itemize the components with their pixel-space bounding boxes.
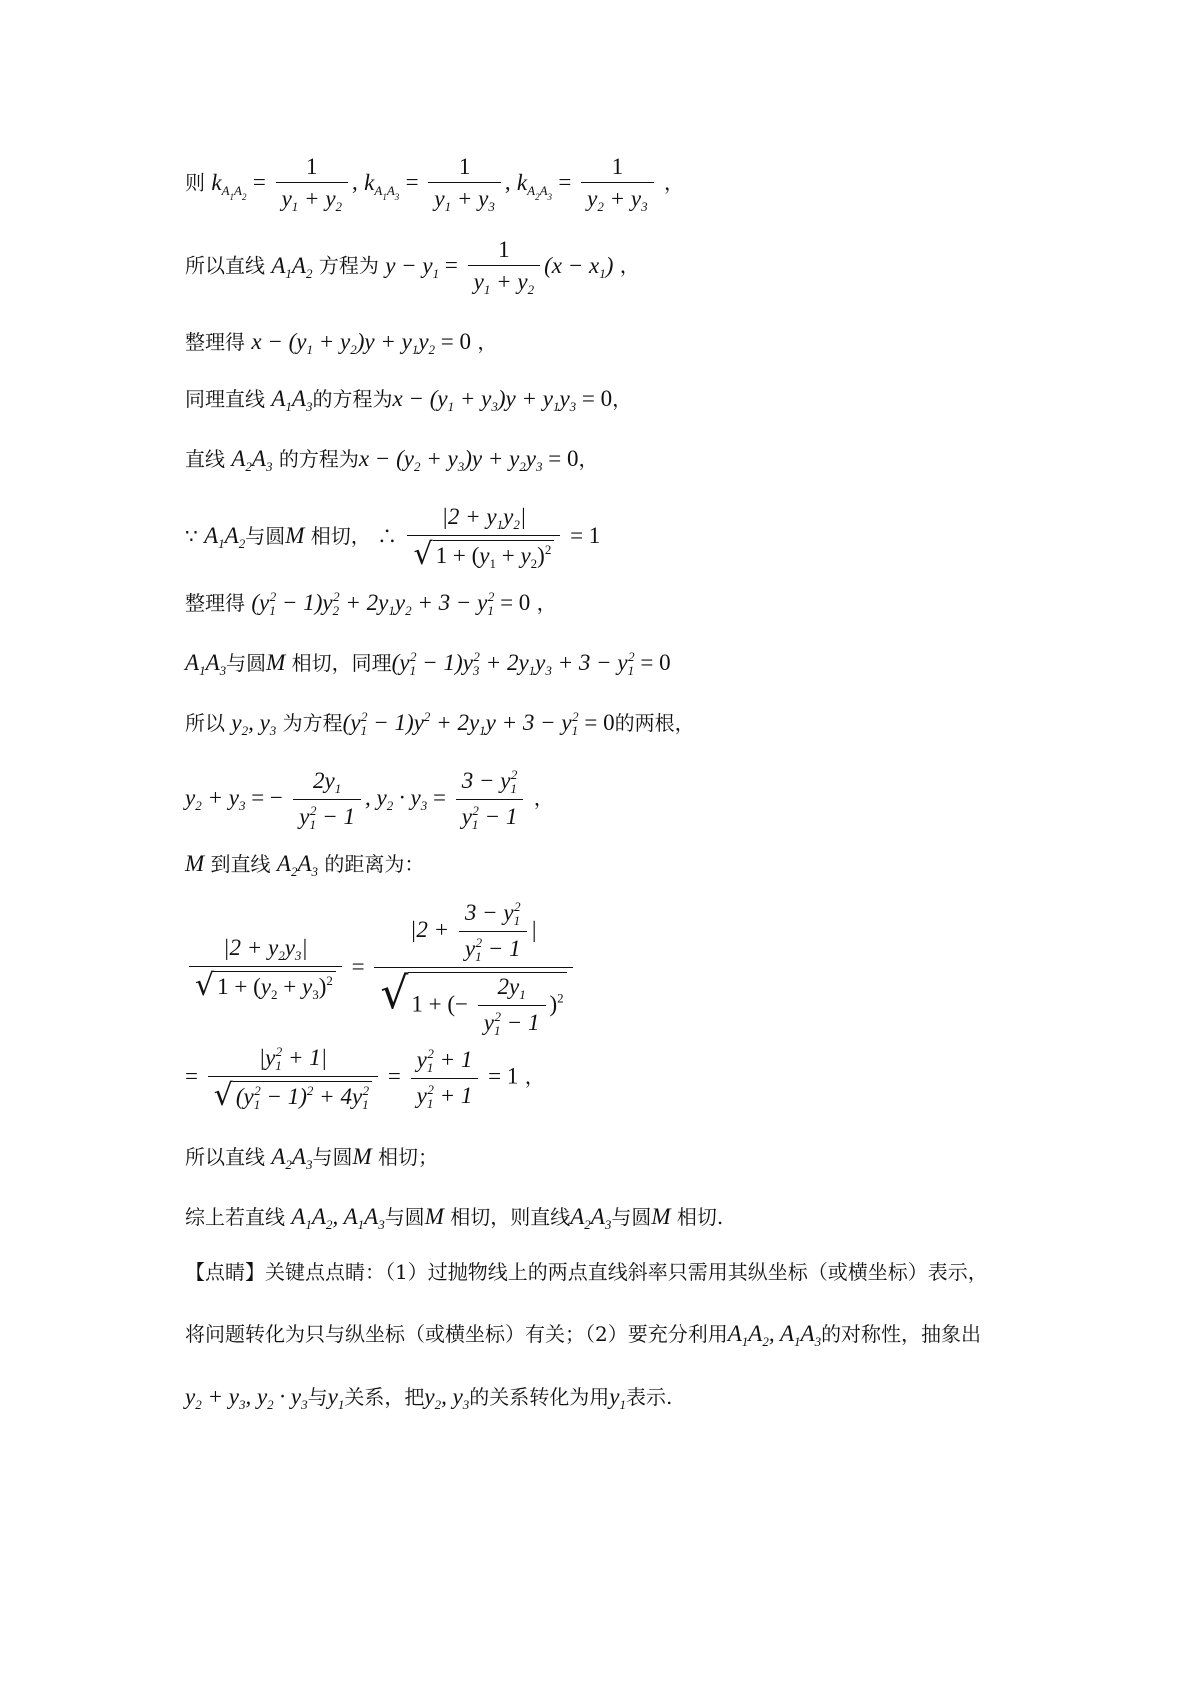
line-slopes: 则 $k_{A_1A_2}$ = $\frac{1}{y_1 + y_2}$ , $k_{A_1A_3}$ = $\frac{1}{y_1 + y_3}$ , $k_{A_2A_3}$ = $\frac{1}{y_2 + y_3}$ ， — [185, 154, 684, 214]
line-a1a2-equation: 所以直线 $A_1A_2$ 方程为 $y - y_1$ = $\frac{1}{y_1 + y_2}$ $(x - x_1)$ ， — [185, 237, 640, 297]
line-conclusion: 所以直线 $A_2A_3$与圆M 相切； — [185, 1144, 439, 1172]
line-summary: 综上若直线 $A_1A_2$, $A_1A_3$与圆M 相切，则直线$A_2A_3$与圆M 相切. — [185, 1204, 724, 1232]
therefore-symbol: ∴ — [377, 524, 398, 548]
text-prefix: 所以 — [185, 711, 225, 735]
text-mid: 为方程 — [282, 711, 343, 735]
note-text-3c: 的关系转化为用 — [469, 1385, 610, 1409]
line-simplify-2: 整理得 $(y_1^2 - 1)y_2^2 + 2y_1y_2 + 3 - y_1^2 = 0$ ， — [185, 589, 557, 618]
comma: , — [352, 169, 358, 195]
text-end: 相切. — [676, 1205, 724, 1229]
line-distance-result: = $|y_1^2 + 1|$ √ $(y_1^2 - 1)^2 + 4y_1^2$ = $\frac{y_1^2 + 1}{y_1^2 + 1}$ = 1 ， — [185, 1044, 545, 1113]
text-comma-end: ， — [663, 170, 684, 195]
text-mid2: 与圆 — [611, 1205, 652, 1229]
text-mid: 与圆 — [312, 1145, 353, 1169]
text-comma-end: ， — [533, 786, 554, 810]
text-tangent: 相切，则直线 — [450, 1205, 571, 1229]
note-line-3: $y_2 + y_3$, $y_2 \cdot y_3$与$y_1$关系，把$y_2$, $y_3$的关系转化为用$y_1$表示. — [185, 1384, 673, 1412]
line-a1a3-equation: 同理直线 $A_1A_3$的方程为$x - (y_1 + y_3)y + y_1y_3 = 0$， — [185, 386, 633, 414]
text-comma-end: ， — [477, 330, 498, 354]
note-line-2: 将问题转化为只与纵坐标（或横坐标）有关；（2）要充分利用$A_1A_2$, $A_1A_3$的对称性，抽象出 — [185, 1321, 982, 1349]
note-line-1 — [185, 1262, 988, 1282]
text-mid: 到直线 — [210, 852, 271, 876]
line-roots: 所以 $y_2$, $y_3$ 为方程$(y_1^2 - 1)y^2 + 2y_1y + 3 - y_1^2 = 0$的两根， — [185, 709, 695, 738]
line-distance-intro: M 到直线 $A_2A_3$ 的距离为： — [185, 851, 425, 879]
line-tangent-condition: ∵ $A_1A_2$与圆M 相切， ∴ $|2 + y_1y_2|$ √ $1 + (y_1 + y_2)^2$ = 1 — [185, 504, 601, 572]
text-prefix: 所以直线 — [185, 1145, 265, 1169]
text-mid: 的方程为 — [312, 387, 393, 411]
text-prefix: 所以直线 — [185, 253, 265, 278]
text-prefix: 直线 — [185, 447, 225, 471]
note-text-2b: 的对称性，抽象出 — [821, 1322, 982, 1346]
text-comma-end: ， — [524, 1064, 545, 1089]
text-tangent: 相切，同理 — [291, 651, 392, 675]
line-a1a3-tangent: $A_1A_3$与圆M 相切，同理$(y_1^2 - 1)y_3^2 + 2y_1y_3 + 3 - y_1^2 = 0$ — [185, 649, 671, 678]
text-comma-end: ， — [578, 447, 599, 471]
text-mid: 与圆 — [384, 1205, 425, 1229]
text-comma-end: ， — [619, 253, 640, 278]
text-prefix: 同理直线 — [185, 387, 265, 411]
line-simplify-1: 整理得 $x - (y_1 + y_2)y + y_1y_2 = 0$ ， — [185, 329, 498, 357]
text-mid: 与圆 — [245, 524, 286, 548]
text-mid: 与圆 — [226, 651, 267, 675]
note-text-3d: 表示. — [626, 1385, 673, 1409]
text-end: 相切； — [378, 1145, 439, 1169]
line-vieta: $y_2 + y_3$ = − $\frac{2y_1}{y_1^2 - 1}$ , $y_2 \cdot y_3$ = $\frac{3 - y_1^2}{y_1^2 - 1}$ ， — [185, 767, 554, 832]
text-prefix: 整理得 — [185, 330, 245, 354]
text-tangent: 相切， — [310, 524, 371, 548]
text-ze: 则 — [185, 170, 205, 195]
comma: , — [504, 169, 511, 195]
text-mid: 的方程为 — [278, 447, 359, 471]
text-prefix: 综上若直线 — [185, 1205, 285, 1229]
text-comma-end: ， — [536, 591, 557, 615]
line-distance-formula: $|2 + y_2y_3|$ √ $1 + (y_2 + y_3)^2$ = |2 + $\frac{3 - y_1^2}{y_1^2 - 1}$ | √ 1 + (− $\frac{2y_1}{y_1^2 - 1}$ )$^2$ — [185, 900, 577, 1037]
text-end: 的两根， — [614, 711, 695, 735]
text-prefix: 整理得 — [185, 591, 245, 615]
line-a2a3-equation: 直线 $A_2A_3$ 的方程为$x - (y_2 + y_3)y + y_2y_3 = 0$， — [185, 446, 599, 474]
text-end: 的距离为： — [324, 852, 425, 876]
because-symbol: ∵ — [185, 524, 198, 548]
note-text-3a: 与 — [307, 1385, 328, 1409]
note-text-3b: 关系，把 — [344, 1385, 425, 1409]
text-comma-end: ， — [612, 387, 633, 411]
note-text-1: 【点睛】关键点点睛：（1）过抛物线上的两点直线斜率只需用其纵坐标（或横坐标）表示， — [185, 1260, 988, 1284]
note-text-2a: 将问题转化为只与纵坐标（或横坐标）有关；（2）要充分利用 — [185, 1322, 728, 1346]
text-mid: 方程为 — [318, 253, 379, 278]
